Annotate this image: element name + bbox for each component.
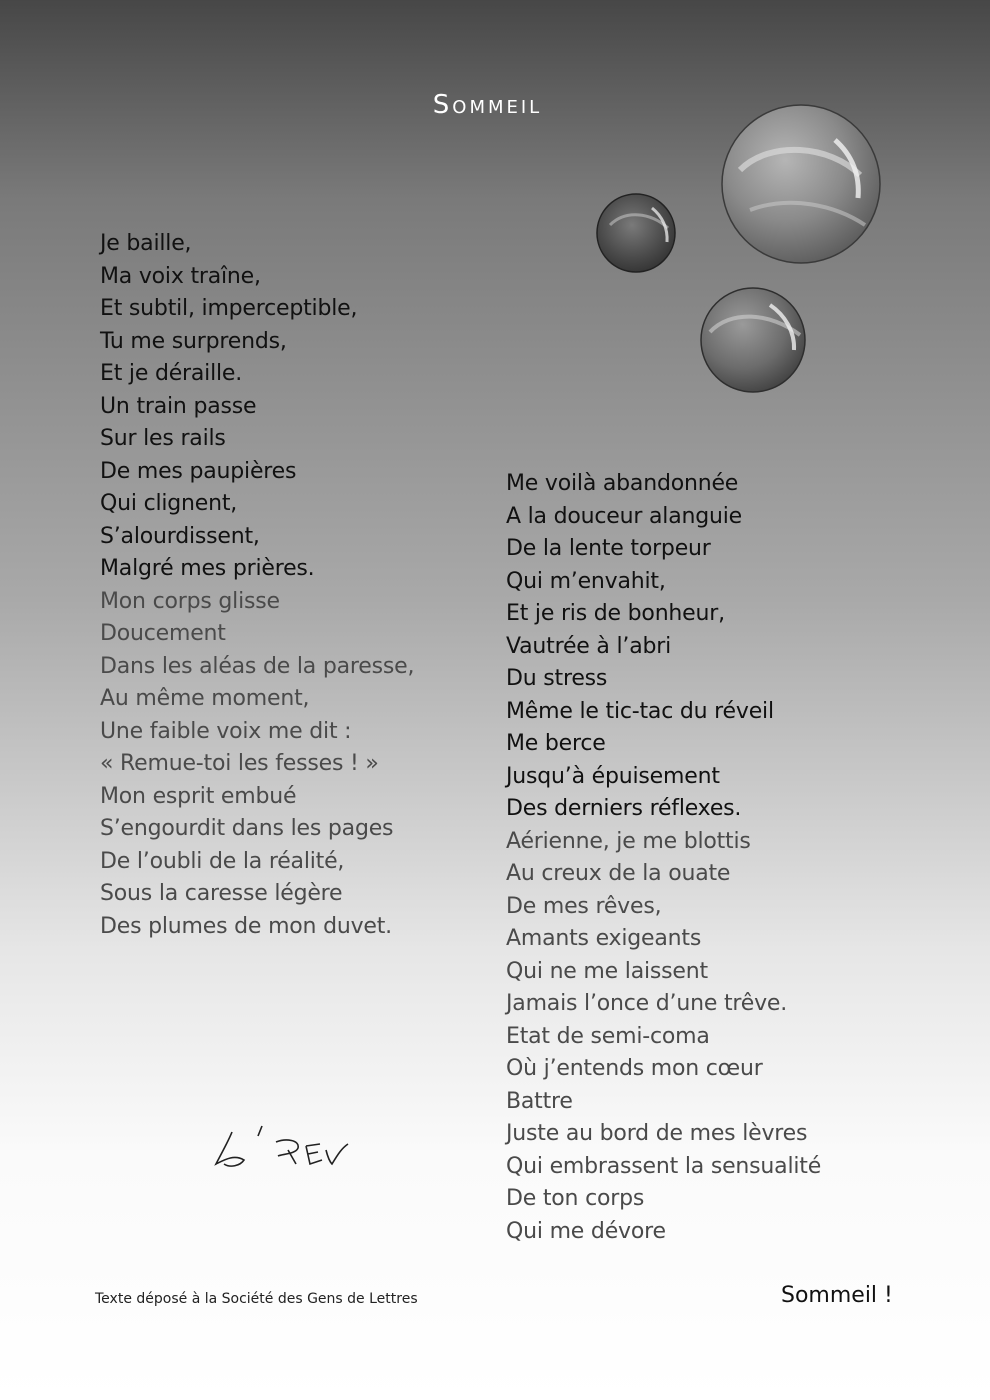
poem-line: Du stress — [506, 666, 608, 691]
poem-line: Me berce — [506, 731, 606, 756]
poem-line: Mon corps glisse — [100, 588, 280, 614]
poem-line: Tu me surprends, — [100, 328, 287, 354]
poem-line: Et je ris de bonheur, — [506, 601, 725, 626]
poem-line: Sur les rails — [100, 426, 226, 451]
poem-line: Je baille, — [100, 231, 192, 256]
handwritten-signature — [210, 1120, 355, 1180]
poem-line: Battre — [506, 1088, 573, 1114]
poem-line: S’alourdissent, — [100, 523, 260, 549]
left-stanza-column — [100, 228, 414, 943]
poem-line: Amants exigeants — [506, 926, 702, 951]
poem-line: Malgré mes prières. — [100, 556, 315, 581]
large-bubble-icon — [722, 105, 880, 263]
small-bubble-icon — [597, 194, 675, 272]
poem-line: Des derniers réflexes. — [506, 796, 742, 821]
poem-line: De mes rêves, — [506, 893, 662, 919]
poem-line: Ma voix traîne, — [100, 263, 261, 289]
poem-line: Mon esprit embué — [100, 783, 297, 809]
poem-line: Et subtil, imperceptible, — [100, 296, 358, 321]
poem-line: Qui ne me laissent — [506, 958, 708, 984]
poem-line: Jamais l’once d’une trêve. — [506, 991, 788, 1016]
poem-line: Juste au bord de mes lèvres — [506, 1121, 808, 1146]
poem-line: Où j’entends mon cœur — [506, 1056, 763, 1081]
poem-line: « Remue-toi les fesses ! » — [100, 751, 379, 776]
poem-line: Qui m’envahit, — [506, 568, 666, 594]
medium-bubble-icon — [701, 288, 805, 392]
poem-line: Et je déraille. — [100, 361, 243, 386]
poem-line: Sous la caresse légère — [100, 881, 343, 906]
poem-line: Etat de semi-coma — [506, 1023, 710, 1049]
right-stanza-column — [506, 468, 821, 1248]
poem-line: Aérienne, je me blottis — [506, 828, 751, 854]
poem-title: Sommeil — [432, 90, 543, 120]
poem-line: Qui clignent, — [100, 491, 238, 516]
poem-line: Même le tic-tac du réveil — [506, 698, 774, 724]
poem-line: Des plumes de mon duvet. — [100, 913, 392, 939]
poem-line: De ton corps — [506, 1186, 645, 1211]
poem-line: Me voilà abandonnée — [506, 471, 739, 496]
copyright-notice: Texte déposé à la Société des Gens de Lettres — [95, 1291, 418, 1307]
bubbles-illustration — [590, 100, 890, 400]
poem-line: A la douceur alanguie — [506, 503, 742, 529]
poem-line: Un train passe — [100, 393, 257, 419]
closing-line: Sommeil ! — [781, 1283, 893, 1308]
poem-line: Qui embrassent la sensualité — [506, 1153, 822, 1179]
poem-line: Doucement — [100, 621, 226, 646]
poem-line: Qui me dévore — [506, 1218, 666, 1244]
poem-line: Vautrée à l’abri — [506, 633, 672, 659]
poem-line: Au même moment, — [100, 686, 310, 711]
poem-line: Une faible voix me dit : — [100, 718, 352, 744]
poem-line: De mes paupières — [100, 458, 297, 484]
poem-line: De l’oubli de la réalité, — [100, 848, 345, 874]
poem-line: S’engourdit dans les pages — [100, 816, 394, 841]
poem-line: Jusqu’à épuisement — [506, 763, 720, 789]
poem-line: De la lente torpeur — [506, 536, 711, 561]
poem-line: Dans les aléas de la paresse, — [100, 653, 415, 679]
poem-line: Au creux de la ouate — [506, 861, 731, 886]
